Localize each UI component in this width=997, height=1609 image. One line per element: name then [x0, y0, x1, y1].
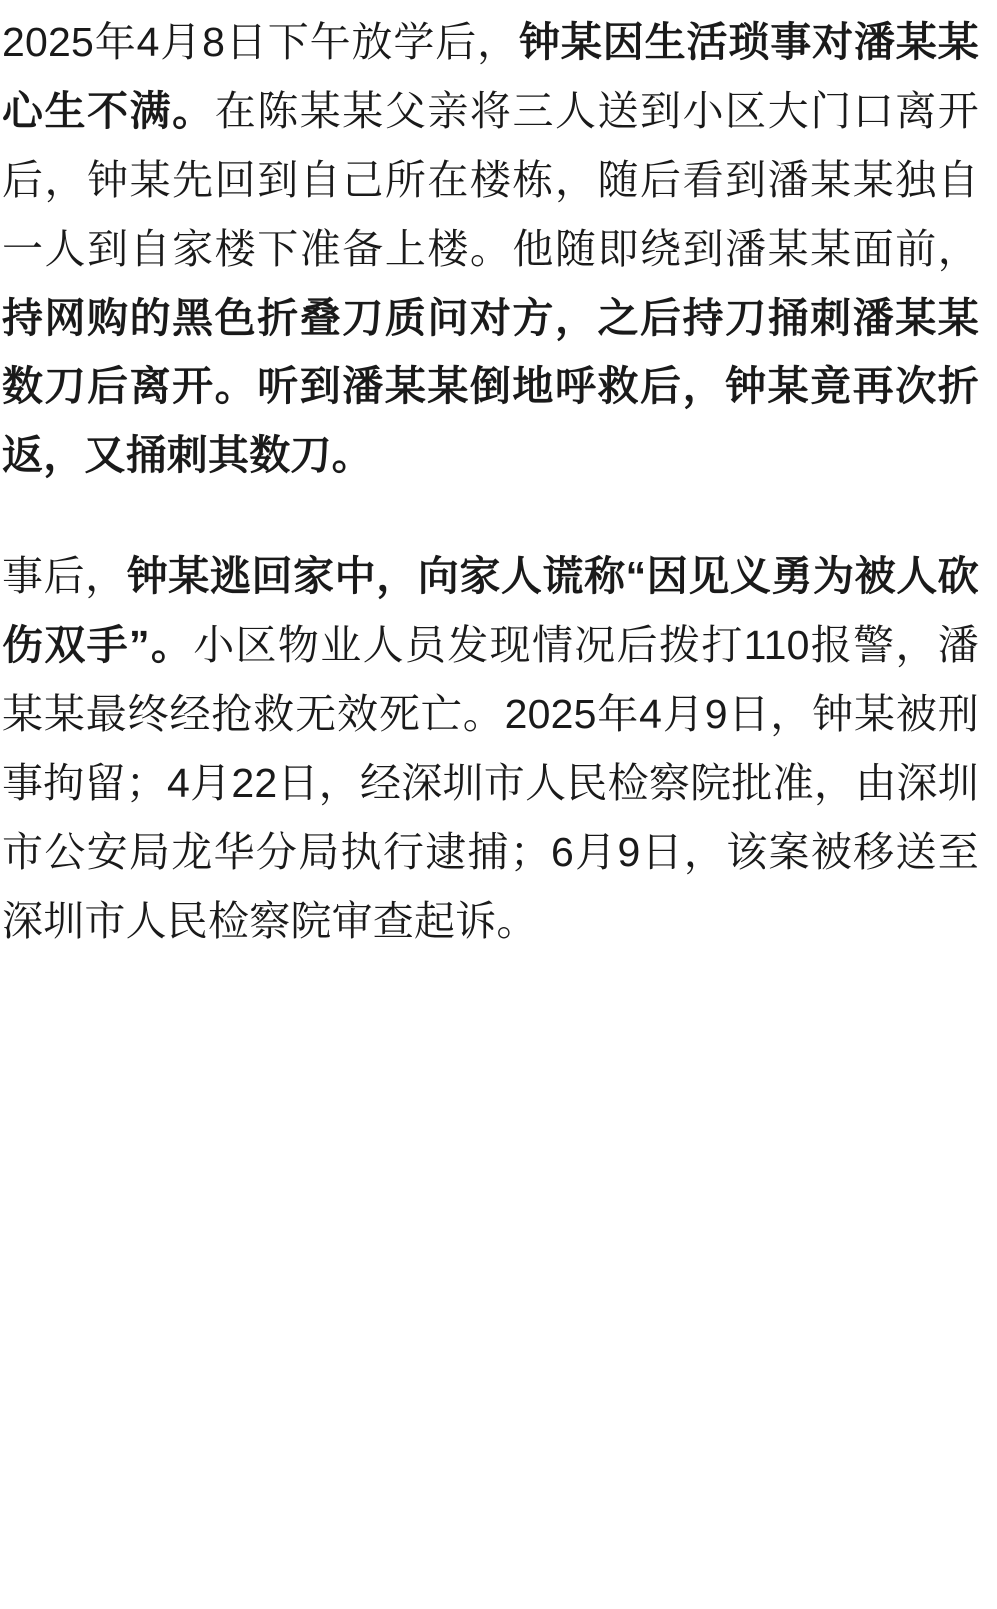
text-segment-emphasis: 钟某因生活琐事对潘某某心生不满。: [2, 19, 980, 134]
paragraph-2: [2, 542, 979, 955]
text-segment: 2025年4月8日下午放学后，: [2, 19, 519, 65]
text-segment: 在陈某某父亲将三人送到小区大门口离开后，钟某先回到自己所在楼栋，随后看到潘某某独自一人到自家楼下准备上楼。他随即绕到潘某某面前，: [2, 87, 979, 272]
article-body: [2, 8, 979, 955]
text-segment-emphasis: 钟某逃回家中，向家人谎称“因见义勇为被人砍伤双手”。: [2, 553, 979, 668]
text-segment: 事后，: [2, 553, 127, 600]
paragraph-1: [2, 8, 979, 490]
text-segment-emphasis: 持网购的黑色折叠刀质问对方，之后持刀捅刺潘某某数刀后离开。听到潘某某倒地呼救后，钟某竟再次折返，又捅刺其数刀。: [2, 294, 979, 479]
text-segment: 小区物业人员发现情况后拨打110报警，潘某某最终经抢救无效死亡。2025年4月9日，钟某被刑事拘留；4月22日，经深圳市人民检察院批准，由深圳市公安局龙华分局执行逮捕；6月9日，该案被移送至深圳市人民检察院审查起诉。: [2, 622, 979, 944]
